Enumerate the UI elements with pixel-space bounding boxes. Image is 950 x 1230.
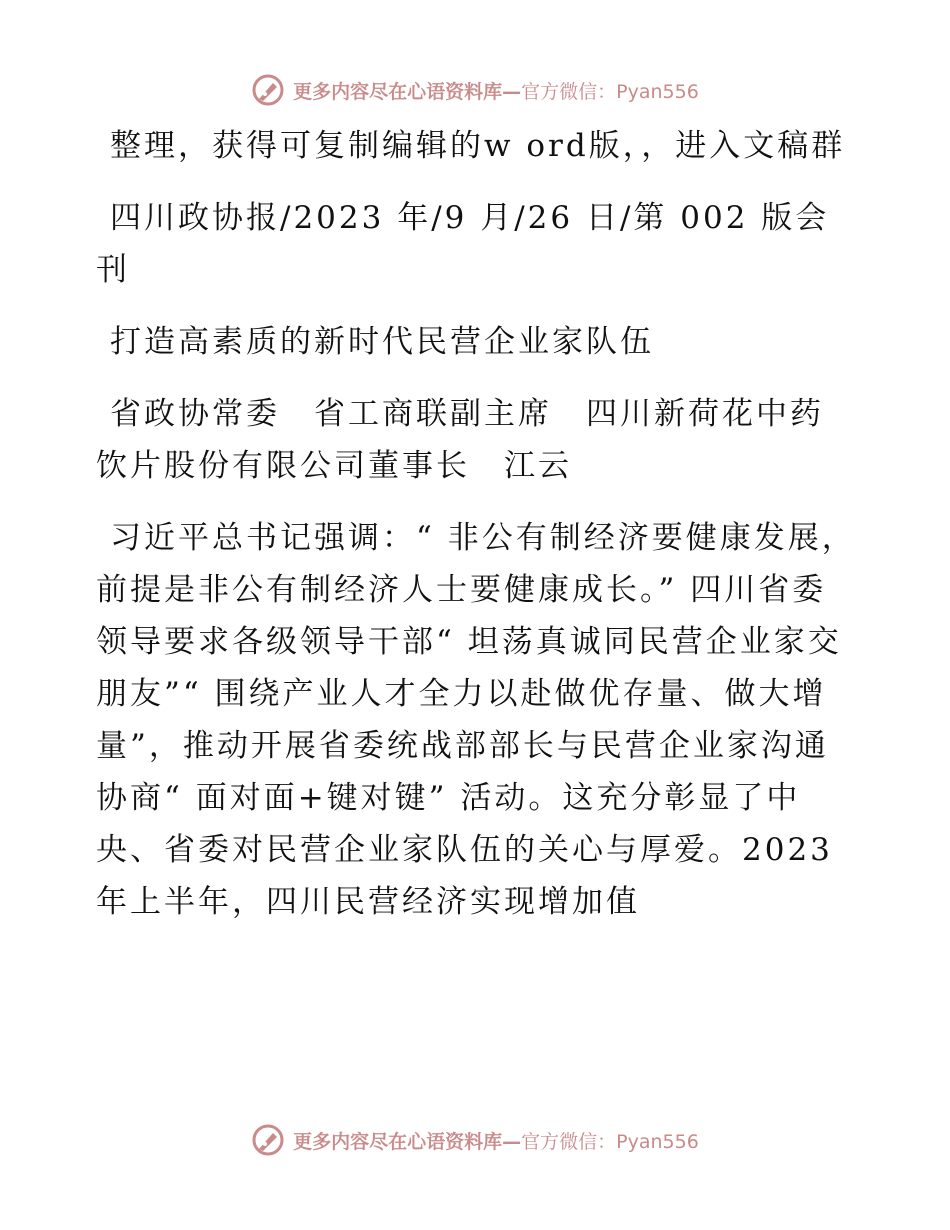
document-body (96, 120, 856, 928)
footer-watermark-sub: 官方微信：Pyan556 (521, 1130, 699, 1153)
footer-watermark-text: 更多内容尽在心语资料库— (293, 1130, 522, 1153)
header-watermark-text: 更多内容尽在心语资料库— (293, 80, 522, 103)
header-watermark-sub: 官方微信：Pyan556 (521, 80, 699, 103)
intro-paragraph: 整理，获得可复制编辑的w ord版，，进入文稿群 (110, 128, 846, 164)
footer-watermark (0, 1120, 950, 1160)
body-paragraph: 习近平总书记强调：“ 非公有制经济要健康发展，前提是非公有制经济人士要健康成长。” 四川省委领导要求各级领导干部“ 坦荡真诚同民营企业家交朋友”“ 围绕产业人才全力以赴做优存量、做大增量”，推动开展省委统战部部长与民营企业家沟通协商“ 面对面+键对键” 活动。这充分彰显了中央、省委对民营企业家队伍的关心与厚爱。2023 年上半年，四川民营经济实现增加值 (96, 520, 856, 920)
source-line: 四川政协报/2023 年/9 月/26 日/第 002 版会刊 (96, 200, 830, 288)
author-line: 省政协常委 省工商联副主席 四川新荷花中药饮片股份有限公司董事长 江云 (96, 396, 824, 484)
article-title: 打造高素质的新时代民营企业家队伍 (110, 324, 654, 360)
pen-nib-logo-icon (251, 73, 285, 107)
pen-nib-logo-icon (251, 1123, 285, 1157)
header-watermark (0, 70, 950, 110)
